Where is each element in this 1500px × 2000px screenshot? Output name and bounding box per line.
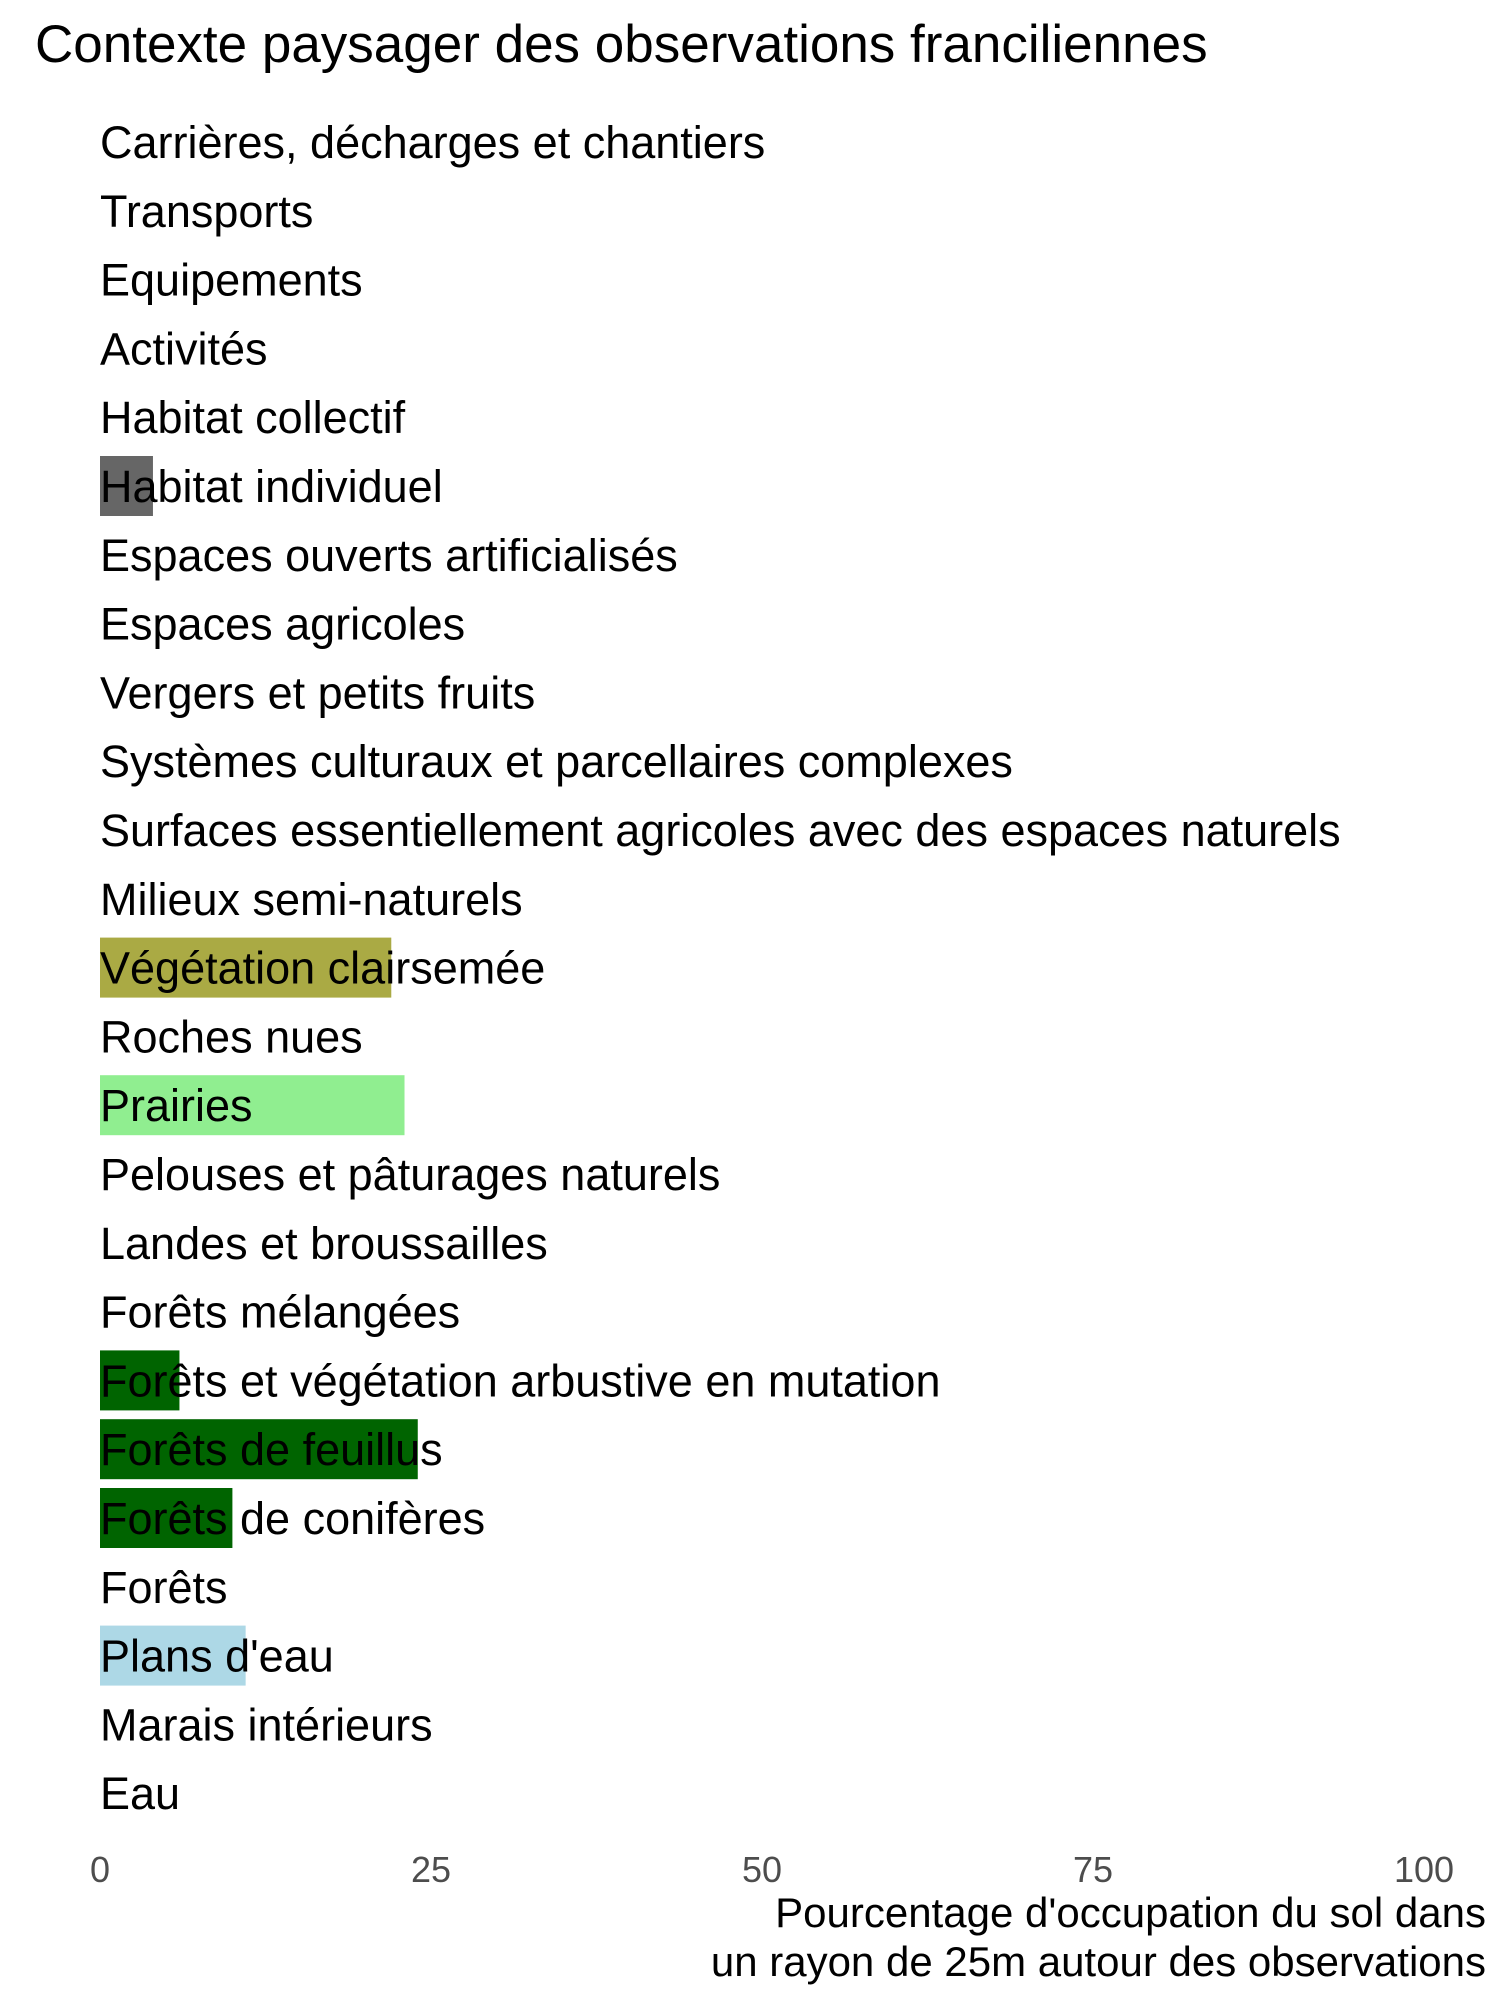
x-axis-title-line-2: un rayon de 25m autour des observations	[710, 1938, 1486, 1985]
x-tick-label-0: 0	[89, 1849, 111, 1890]
category-label-vegetation-clairsemee: Végétation clairsemée	[100, 942, 546, 994]
category-label-roches-nues: Roches nues	[100, 1011, 363, 1063]
category-labels	[100, 117, 1341, 1819]
category-label-forets-de-coniferes: Forêts de conifères	[100, 1493, 486, 1544]
x-tick-label-50: 50	[741, 1849, 783, 1890]
category-label-activites: Activités	[100, 323, 268, 375]
category-label-transports: Transports	[100, 185, 314, 237]
category-label-prairies: Prairies	[100, 1080, 253, 1132]
category-label-surfaces-essentiellement-agricoles-avec-des-espaces-naturels: Surfaces essentiellement agricoles avec des espaces naturels	[100, 805, 1341, 856]
category-label-systemes-culturaux-et-parcellaires-complexes: Systèmes culturaux et parcellaires complexes	[100, 736, 1013, 788]
category-label-habitat-individuel: Habitat individuel	[100, 461, 443, 512]
x-axis-ticks	[90, 1849, 1454, 1890]
category-label-espaces-agricoles: Espaces agricoles	[100, 598, 466, 650]
category-label-plans-d-eau: Plans d'eau	[100, 1630, 334, 1682]
category-label-forets-et-vegetation-arbustive-en-mutation: Forêts et végétation arbustive en mutation	[100, 1355, 941, 1407]
category-label-pelouses-et-paturages-naturels: Pelouses et pâturages naturels	[100, 1149, 721, 1200]
category-label-landes-et-broussailles: Landes et broussailles	[100, 1217, 548, 1269]
x-tick-label-25: 25	[410, 1849, 452, 1890]
category-label-forets-melangees: Forêts mélangées	[100, 1286, 461, 1338]
category-label-carrieres-decharges-et-chantiers: Carrières, décharges et chantiers	[100, 117, 766, 168]
category-label-vergers-et-petits-fruits: Vergers et petits fruits	[100, 667, 536, 719]
category-label-forets: Forêts	[100, 1561, 228, 1613]
x-tick-label-100: 100	[1393, 1849, 1455, 1890]
x-axis-title-line-1: Pourcentage d'occupation du sol dans	[775, 1889, 1486, 1936]
category-label-espaces-ouverts-artificialises: Espaces ouverts artificialisés	[100, 529, 678, 581]
category-label-marais-interieurs: Marais intérieurs	[100, 1699, 433, 1751]
chart-title: Contexte paysager des observations franciliennes	[35, 15, 1208, 74]
category-label-habitat-collectif: Habitat collectif	[100, 392, 406, 444]
category-label-forets-de-feuillus: Forêts de feuillus	[100, 1424, 443, 1476]
category-label-milieux-semi-naturels: Milieux semi-naturels	[100, 873, 523, 925]
category-label-equipements: Equipements	[100, 254, 363, 306]
category-label-eau: Eau	[100, 1768, 181, 1820]
x-tick-label-75: 75	[1072, 1849, 1114, 1890]
